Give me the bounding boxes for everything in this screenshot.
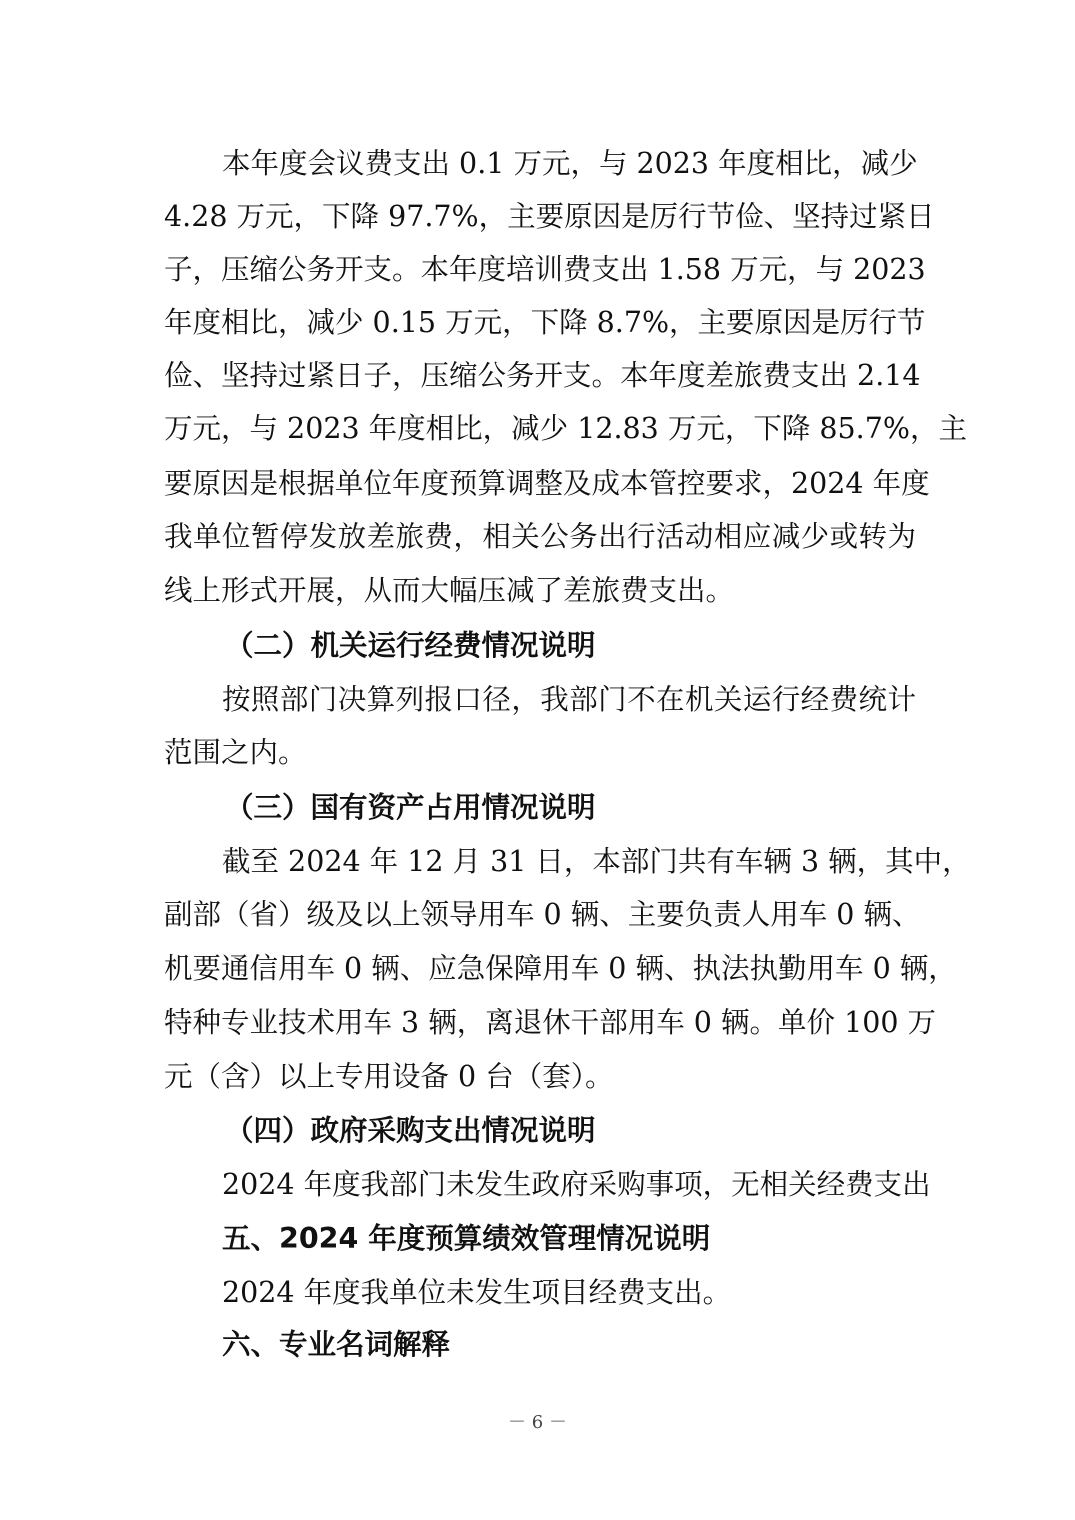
section-heading: 五、2024 年度预算绩效管理情况说明 [222,1222,711,1255]
section-heading: （三）国有资产占用情况说明 [225,791,596,824]
text-line: 元（含）以上专用设备 0 台（套）。 [164,1060,614,1093]
text-line: 万元，与 2023 年度相比，减少 12.83 万元，下降 85.7%，主 [164,412,967,445]
text-line: 2024 年度我部门未发生政府采购事项，无相关经费支出 [222,1168,931,1201]
text-line: 范围之内。 [164,736,307,769]
text-line: 机要通信用车 0 辆、应急保障用车 0 辆、执法执勤用车 0 辆， [164,952,957,985]
text-line: 4.28 万元，下降 97.7%，主要原因是厉行节俭、坚持过紧日 [164,200,935,233]
text-line: 本年度会议费支出 0.1 万元，与 2023 年度相比，减少 [222,147,918,180]
text-line: 俭、坚持过紧日子，压缩公务开支。本年度差旅费支出 2.14 [164,359,921,392]
section-heading: （四）政府采购支出情况说明 [225,1114,596,1147]
text-line: 特种专业技术用车 3 辆，离退休干部用车 0 辆。单价 100 万 [164,1006,937,1039]
section-heading: （二）机关运行经费情况说明 [225,629,596,662]
text-line: 副部（省）级及以上领导用车 0 辆、主要负责人用车 0 辆、 [164,898,921,931]
text-line: 截至 2024 年 12 月 31 日，本部门共有车辆 3 辆，其中， [222,845,971,878]
page-number: － 6 － [508,1412,567,1433]
text-line: 子，压缩公务开支。本年度培训费支出 1.58 万元，与 2023 [164,253,926,286]
text-line: 年度相比，减少 0.15 万元，下降 8.7%，主要原因是厉行节 [164,306,926,339]
text-line: 要原因是根据单位年度预算调整及成本管控要求，2024 年度 [164,467,930,500]
text-line: 我单位暂停发放差旅费，相关公务出行活动相应减少或转为 [164,520,916,553]
text-line: 2024 年度我单位未发生项目经费支出。 [222,1276,732,1309]
section-heading: 六、专业名词解释 [222,1328,451,1361]
text-line: 线上形式开展，从而大幅压减了差旅费支出。 [164,574,735,607]
text-line: 按照部门决算列报口径，我部门不在机关运行经费统计 [222,683,916,716]
